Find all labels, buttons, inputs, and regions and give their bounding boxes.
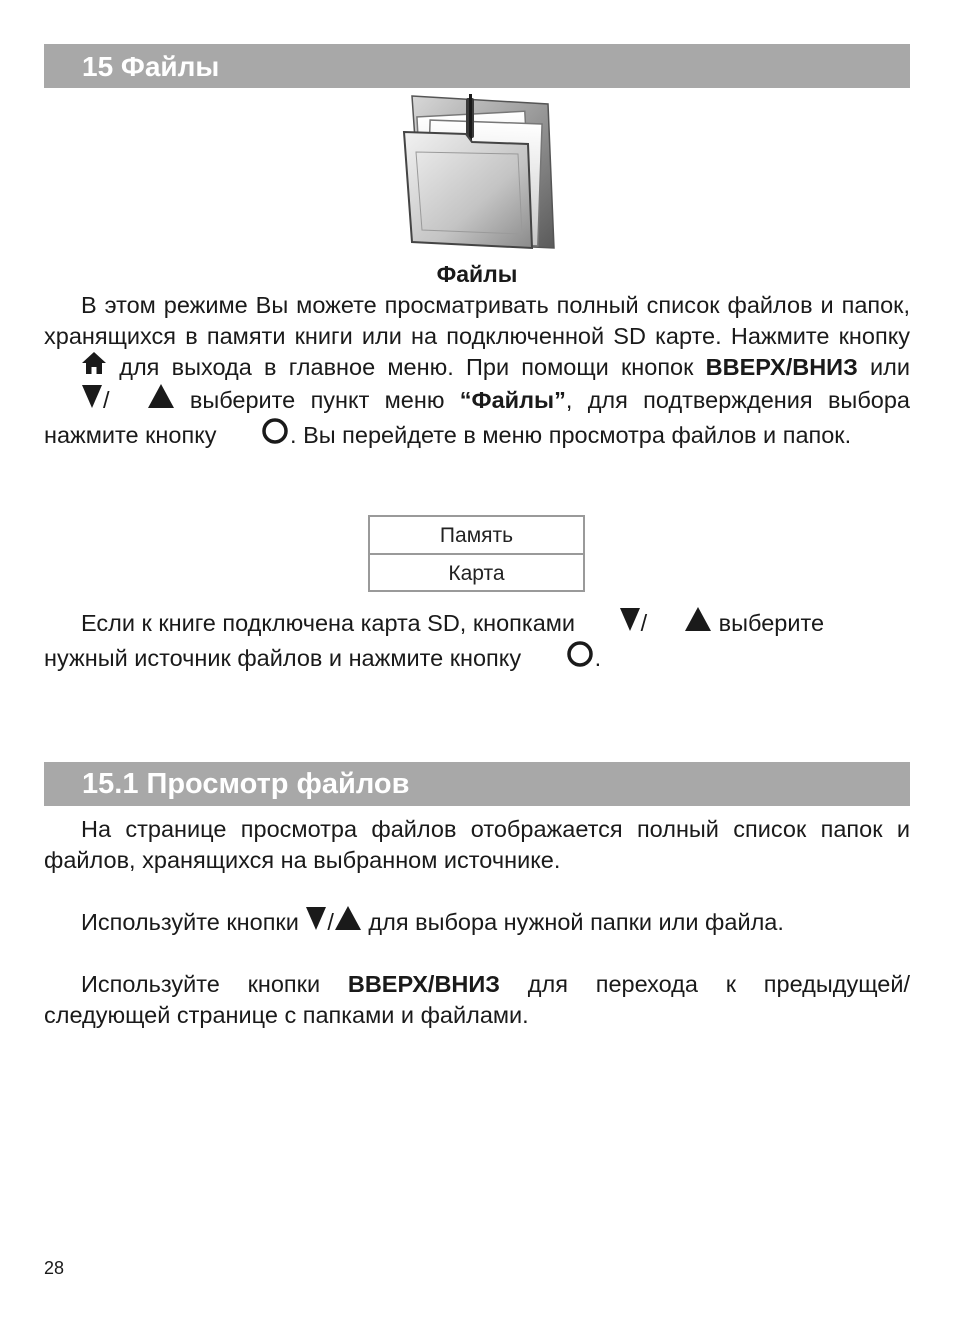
arrow-down-icon: [305, 905, 327, 939]
arrow-down-icon: [582, 606, 641, 640]
page-nav-paragraph: [44, 969, 910, 1031]
arrow-up-icon: [647, 606, 712, 640]
sd-card-paragraph: [44, 608, 910, 678]
up-down-label: ВВЕРХ/ВНИЗ: [705, 354, 858, 380]
section-header-file-browse: [44, 762, 910, 806]
ok-circle-icon: [223, 417, 290, 453]
arrow-down-icon: [44, 383, 103, 417]
intro-paragraph: [44, 290, 910, 455]
nav-text-1: Используйте кнопки: [81, 971, 348, 997]
up-down-label: ВВЕРХ/ВНИЗ: [347, 971, 501, 997]
menu-item-card[interactable]: Карта: [370, 553, 583, 591]
arrow-text-1: Используйте кнопки: [81, 909, 306, 936]
arrow-up-icon: [334, 905, 362, 939]
source-menu: [368, 515, 585, 592]
intro-text-3: или: [857, 354, 910, 380]
intro-text-2: для выхода в главное меню. При помощи кнопок: [107, 354, 706, 380]
files-folder-icon: [398, 92, 558, 254]
menu-item-memory[interactable]: Память: [439, 524, 514, 547]
browse-description: На странице просмотра файлов отображается полный список папок и файлов, хранящихся на выбранном источнике.: [44, 816, 910, 873]
sd-text-3: .: [594, 645, 602, 672]
intro-text-6: . Вы перейдете в меню просмотра файлов и папок.: [290, 422, 852, 448]
intro-text-1: В этом режиме Вы можете просматривать полный список файлов и папок, хранящихся в памяти книги или на подключенной SD карте. Нажмите кнопку: [44, 292, 910, 349]
ok-circle-icon: [528, 640, 595, 676]
files-menu-label: “Файлы”: [459, 387, 566, 413]
home-icon: [44, 351, 107, 383]
section-title: 15.1 Просмотр файлов: [82, 768, 410, 800]
arrow-text-2: для выбора нужной папки или файла.: [361, 909, 784, 936]
nav-text-2: для перехода к предыдущей/ следующей странице с папками и файлами.: [44, 971, 911, 1028]
slash: /: [103, 387, 110, 413]
slash: /: [640, 610, 648, 637]
intro-text-5: , для подтверждения выбора нажмите кнопку: [44, 387, 910, 448]
arrow-usage-line: [81, 907, 784, 941]
section-title: 15 Файлы: [82, 51, 220, 82]
arrow-up-icon: [110, 383, 175, 417]
page-number: 28: [44, 1258, 65, 1278]
sd-text-1: Если к книге подключена карта SD, кнопками: [81, 610, 582, 637]
sd-text-2: выберите нужный источник файлов и нажмите кнопку: [44, 610, 825, 672]
icon-caption: Файлы: [436, 261, 518, 287]
section-header-files: [44, 44, 910, 88]
slash: /: [327, 909, 334, 936]
intro-text-4: выберите пункт меню: [174, 387, 460, 413]
